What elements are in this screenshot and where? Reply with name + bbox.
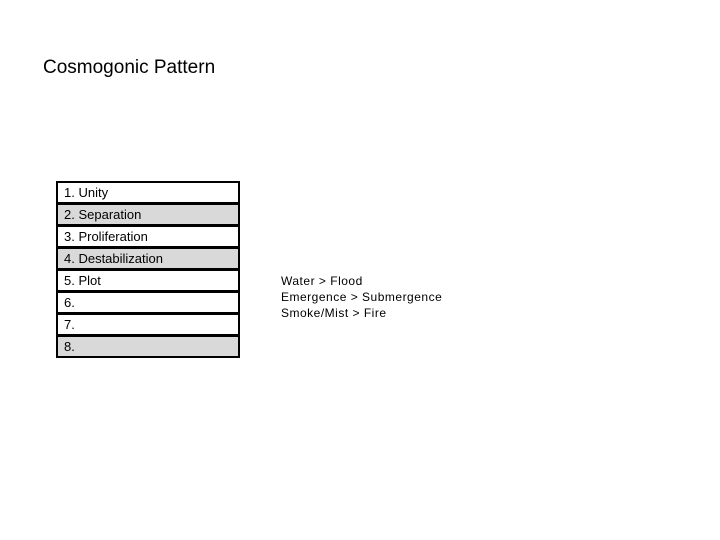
plot-note: Smoke/Mist > Fire [281,306,387,320]
pattern-step-7: 7. [56,313,240,336]
pattern-steps-list [56,181,240,358]
pattern-step-6: 6. [56,291,240,314]
pattern-step-5: 5. Plot [56,269,240,292]
pattern-step-3: 3. Proliferation [56,225,240,248]
plot-note: Water > Flood [281,274,363,288]
plot-note: Emergence > Submergence [281,290,443,304]
pattern-step-4: 4. Destabilization [56,247,240,270]
pattern-step-2: 2. Separation [56,203,240,226]
plot-notes [281,273,442,321]
page-title: Cosmogonic Pattern [43,57,216,78]
pattern-step-1: 1. Unity [56,181,240,204]
pattern-step-8: 8. [56,335,240,358]
